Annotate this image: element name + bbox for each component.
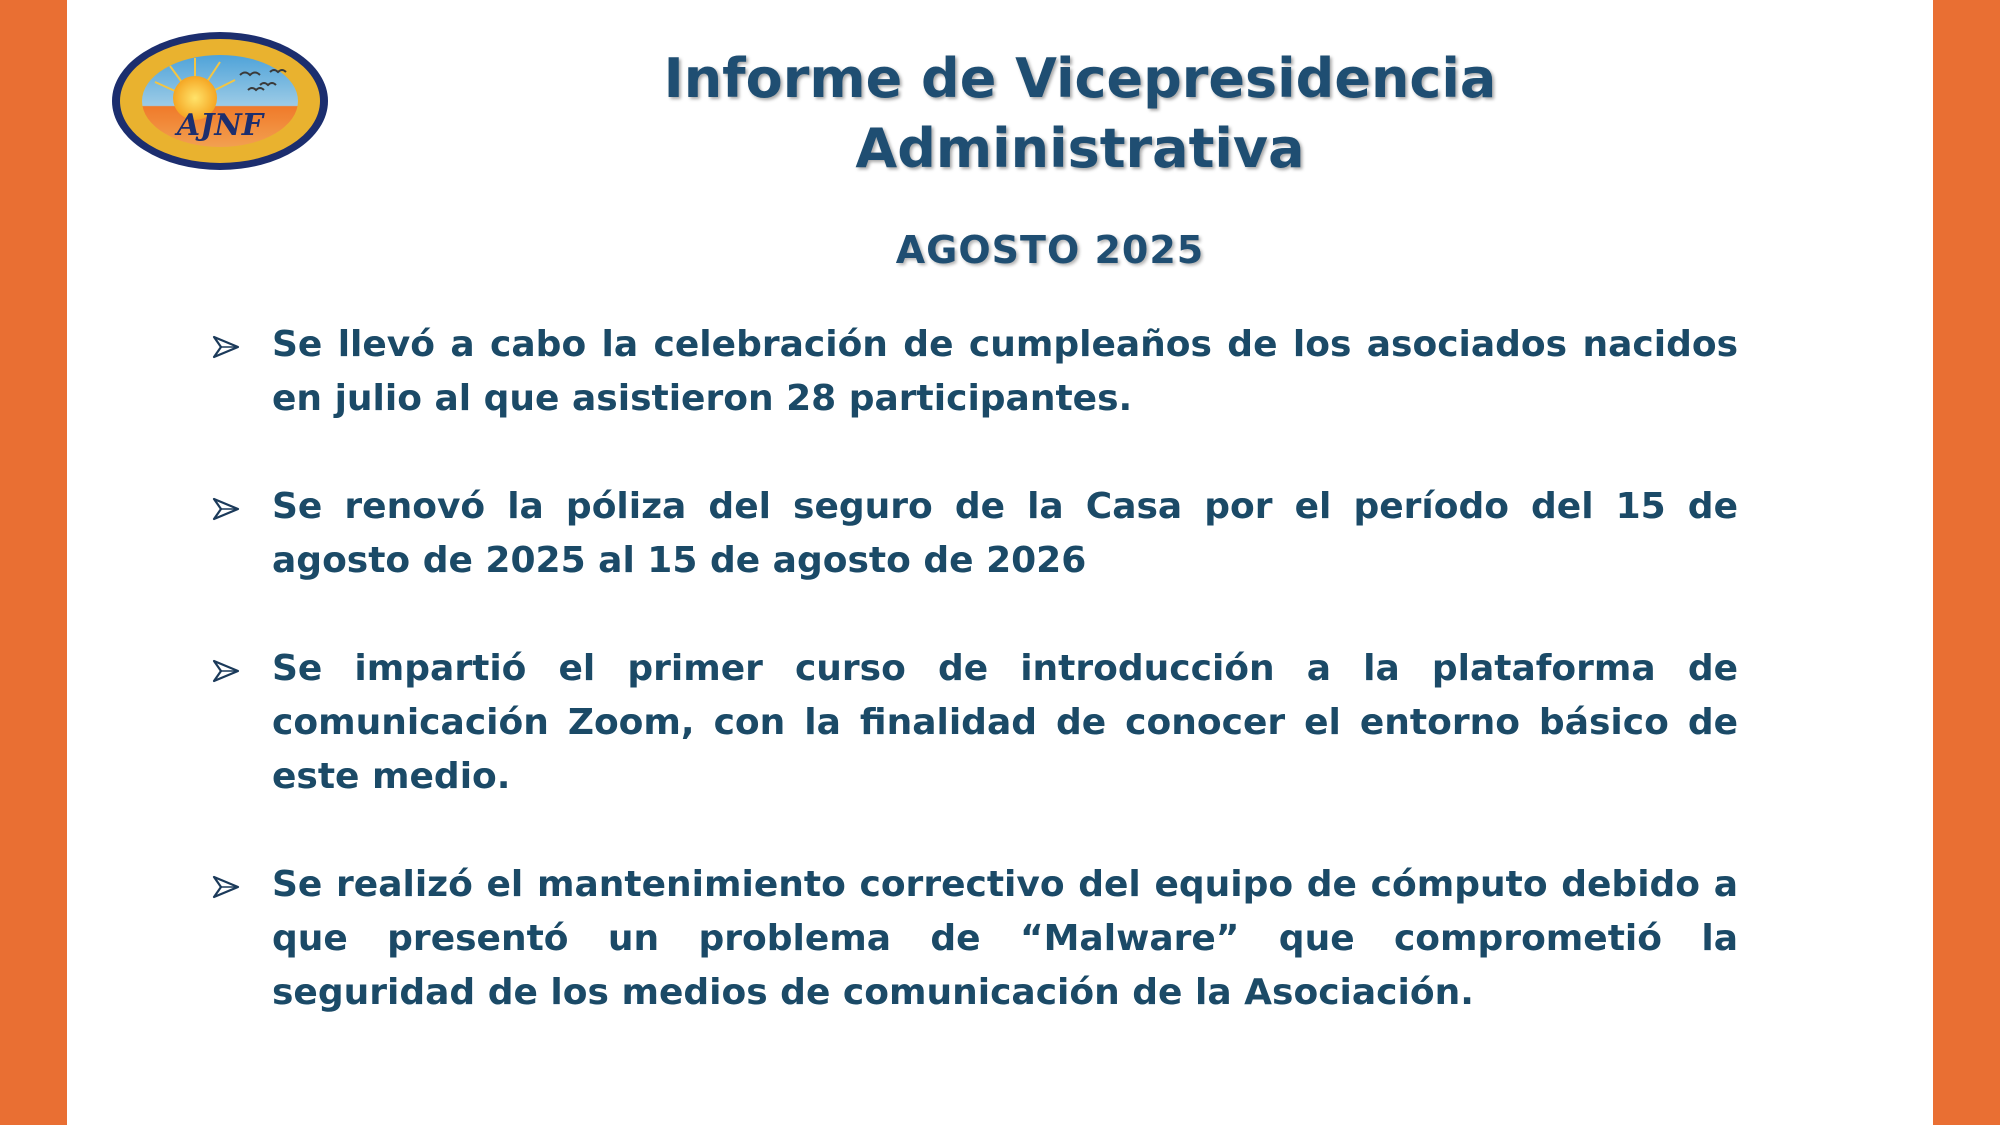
bullet-text: Se llevó a cabo la celebración de cumpleaños de los asociados nacidos en julio al que asistieron 28 participantes. — [272, 324, 1738, 419]
bullet-text: Se realizó el mantenimiento correctivo del equipo de cómputo debido a que presentó un problema de “Malware” que comprometió la seguridad de los medios de comunicación de la Asociación. — [272, 864, 1738, 1013]
right-orange-border — [1933, 0, 2000, 1125]
arrow-bullet-icon — [212, 874, 240, 900]
arrow-bullet-icon — [212, 334, 240, 360]
arrow-bullet-icon — [212, 496, 240, 522]
left-orange-border — [0, 0, 67, 1125]
logo-initials: AJNF — [176, 108, 264, 143]
list-item — [212, 858, 1738, 1020]
list-item — [212, 480, 1738, 588]
bullet-text: Se impartió el primer curso de introducción a la plataforma de comunicación Zoom, con la finalidad de conocer el entorno básico de este medio. — [272, 648, 1738, 797]
arrow-bullet-icon — [212, 658, 240, 684]
list-item — [212, 318, 1738, 426]
bullet-list — [212, 318, 1738, 1074]
list-item — [212, 642, 1738, 804]
slide-title — [580, 44, 1580, 184]
slide-subtitle: AGOSTO 2025 — [895, 228, 1205, 272]
slide-title-line1: Informe de Vicepresidencia — [663, 47, 1497, 110]
slide-title-line2: Administrativa — [855, 117, 1305, 180]
ajnf-logo — [110, 30, 330, 172]
bullet-text: Se renovó la póliza del seguro de la Casa por el período del 15 de agosto de 2025 al 15 de agosto de 2026 — [272, 486, 1738, 581]
